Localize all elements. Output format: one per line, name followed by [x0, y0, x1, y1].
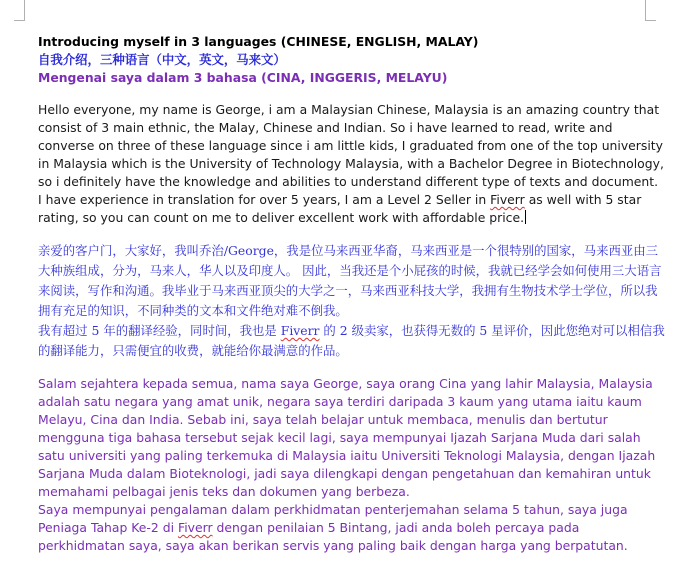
english-section [38, 101, 668, 227]
page-corner-mark-left [14, 0, 25, 21]
malay-paragraph-2-text-a: Saya mempunyai pengalaman dalam perkhidmatan penterjemahan selama 5 tahun, saya juga Peniaga Tahap Ke-2 di [38, 502, 628, 535]
english-paragraph-2 [38, 191, 668, 227]
chinese-paragraph-2-text-a: 我有超过 5 年的翻译经验，同时间，我也是 [38, 323, 281, 338]
malay-paragraph-1: Salam sejahtera kepada semua, nama saya George, saya orang Cina yang lahir Malaysia, Malaysia adalah satu negara yang amat unik, negara saya terdiri daripada 3 kaum yang utama iaitu kaum Melayu, Cina dan India. Sebab ini, saya telah belajar untuk membaca, menulis dan bertutur mengguna tiga bahasa tersebut sejak kecil lagi, saya mempunyai Ijazah Sarjana Muda dari salah satu universiti yang paling terkemuka di Malaysia iaitu Universiti Teknologi Malaysia, dengan Ijazah Sarjana Muda dalam Bioteknologi, jadi saya dilengkapi dengan pengetahuan dan kemahiran untuk memahami pelbagai jenis teks dan dokumen yang berbeza. [38, 376, 656, 499]
fiverr-misspelled-word: Fiverr [177, 520, 213, 535]
malay-section [38, 375, 668, 555]
title-chinese: 自我介绍，三种语言（中文，英文，马来文） [38, 52, 286, 67]
title-english: Introducing myself in 3 languages (CHINESE, ENGLISH, MALAY) [38, 34, 479, 49]
chinese-paragraph-1: 亲爱的客户门，大家好，我叫乔治/George，我是位马来西亚华裔，马来西亚是一个很特别的国家，马来西亚由三大种族组成，分为，马来人，华人以及印度人。 因此，当我还是个小屁孩的时候，我就已经学会如何使用三大语言来阅读，写作和沟通。我毕业于马来西亚顶尖的大学之一，马来西亚科技大学，我拥有生物技术学士学位，所以我拥有充足的知识，不同种类的文本和文件绝对难不倒我。 [38, 243, 662, 318]
english-paragraph-1: Hello everyone, my name is George, i am a Malaysian Chinese, Malaysia is an amazing country that consist of 3 main ethnic, the Malay, Chinese and Indian. So i have learned to read, write and converse on three of these language since i am little kids, I graduated from one of the top university in Malaysia which is the University of Technology Malaysia, with a Bachelor Degree in Biotechnology, so i definitely have the knowledge and abilities to understand different type of texts and document. [38, 102, 664, 189]
text-cursor [525, 210, 526, 224]
title-malay: Mengenai saya dalam 3 bahasa (CINA, INGGERIS, MELAYU) [38, 70, 448, 85]
fiverr-misspelled-word: Fiverr [490, 192, 525, 207]
chinese-paragraph-2 [38, 321, 668, 361]
chinese-section [38, 241, 668, 361]
chinese-paragraph-2-text-b: 的 2 级卖家，也获得无数的 5 星评价，因此您绝对可以相信我的翻译能力，只需便宜的收费，就能给你最满意的作品。 [38, 323, 665, 358]
page-corner-mark-right [645, 0, 656, 21]
malay-paragraph-2-text-b: dengan penilaian 5 Bintang, jadi anda boleh percaya pada perkhidmatan saya, saya akan berikan servis yang paling baik dengan harga yang berpatutan. [38, 520, 628, 553]
fiverr-misspelled-word: Fiverr [280, 323, 320, 338]
document-body[interactable] [38, 33, 668, 555]
malay-paragraph-2 [38, 501, 668, 555]
english-paragraph-2-text-b: as well with 5 star rating, so you can count on me to deliver excellent work with affordable price. [38, 192, 642, 225]
english-paragraph-2-text-a: I have experience in translation for over 5 years, I am a Level 2 Seller in [38, 192, 491, 207]
